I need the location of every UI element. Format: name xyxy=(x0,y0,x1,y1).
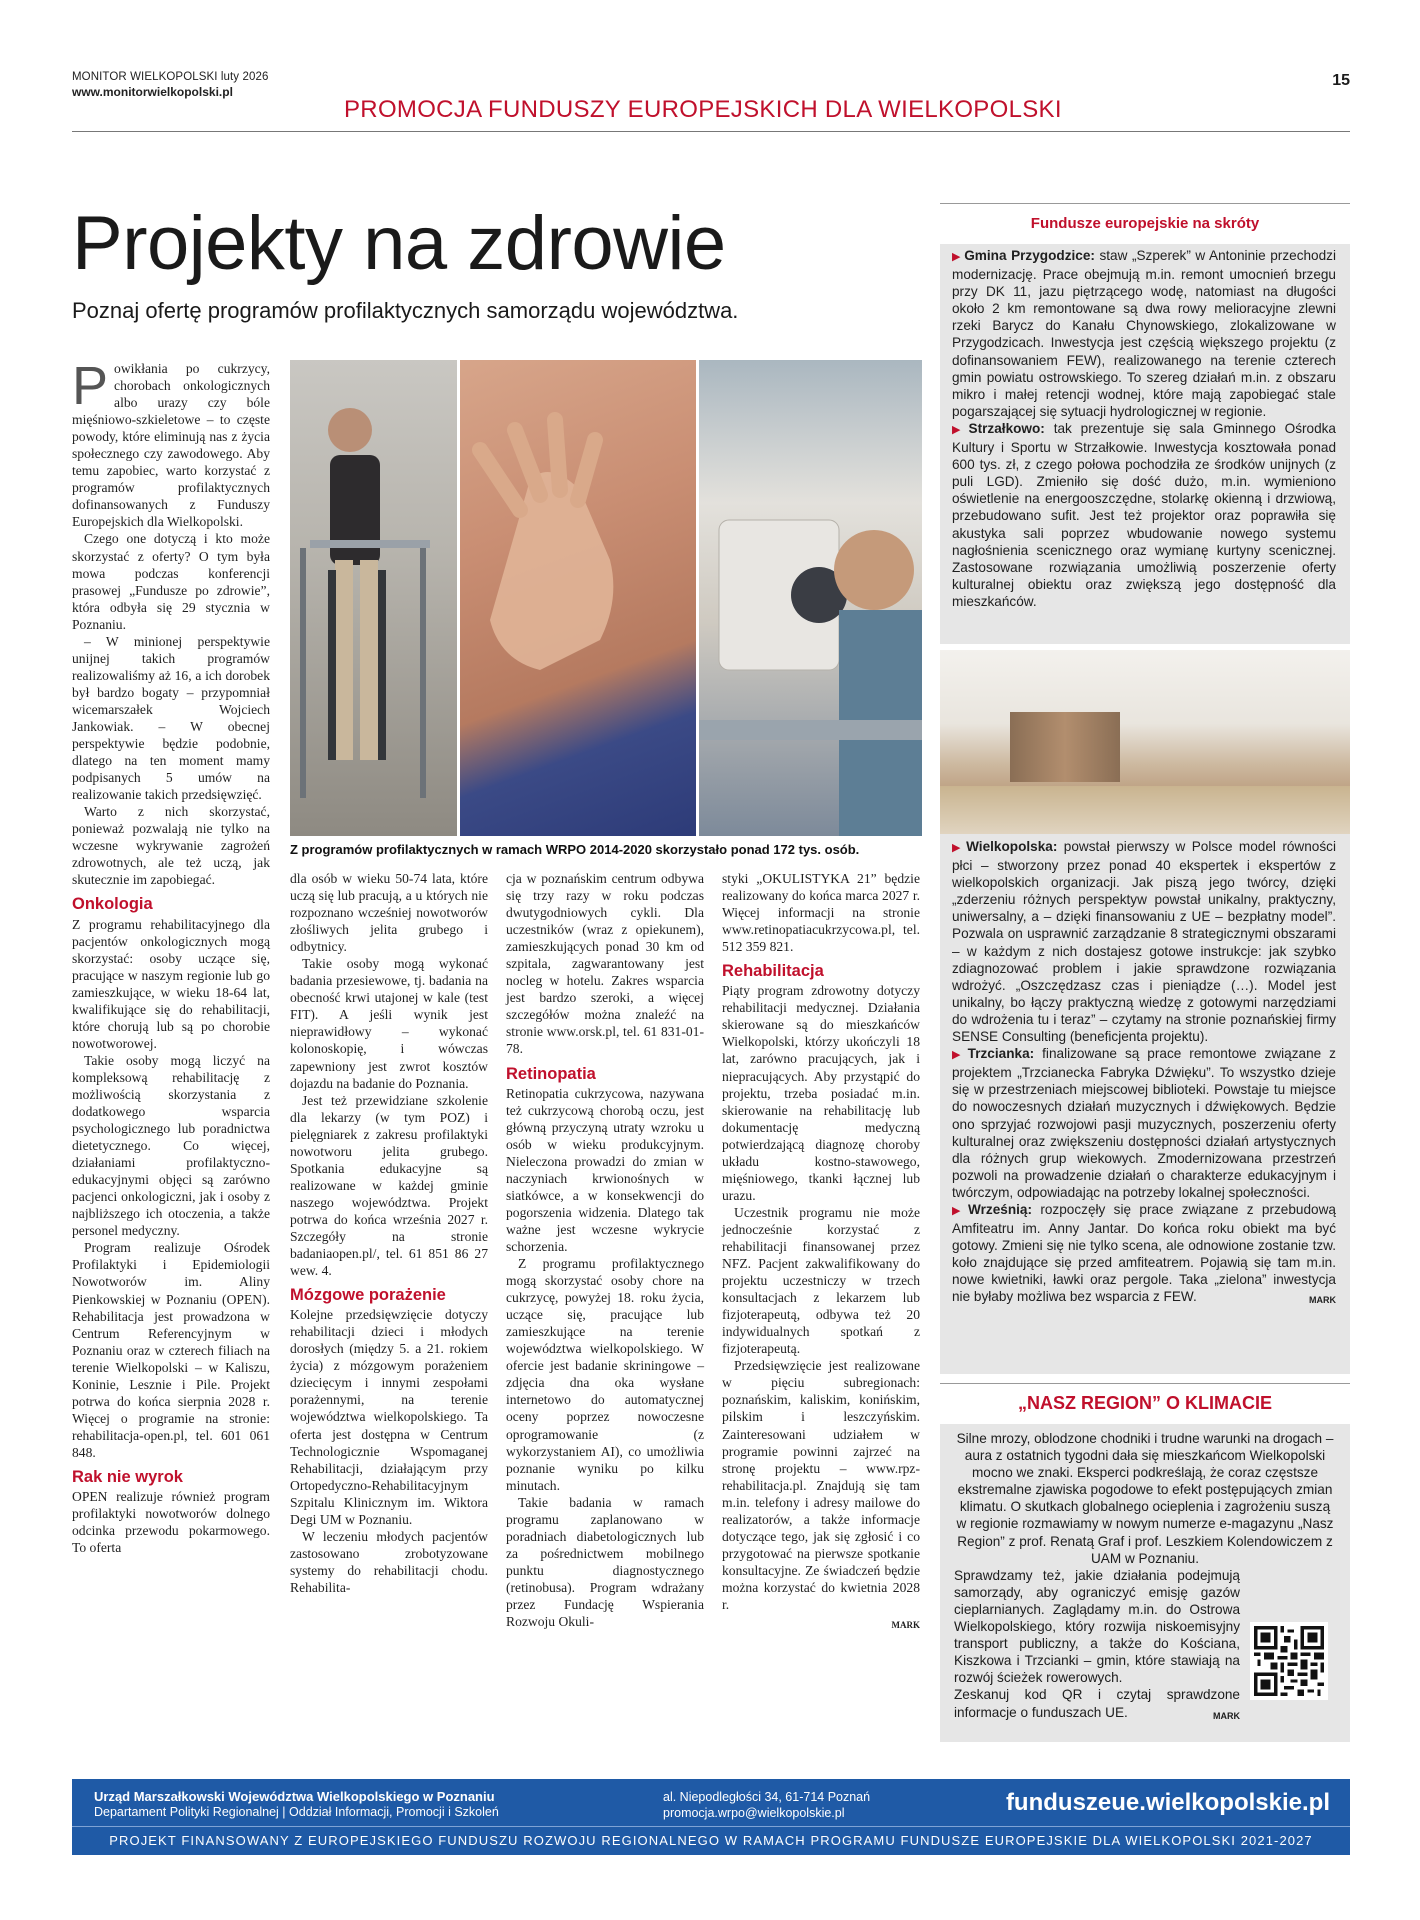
news-item-wielkopolska: ▶ Wielkopolska: powstał pierwszy w Polsce model równości płci – stworzony przez ponad 40 ekspertek i ekspertów z wielkopolskich organizacji. Jak piszą jego twórcy, dzięki „zderzeniu różnych perspektyw powstał unikalny, praktyczny, uniwersalny, a – dzięki finansowaniu z UE – bezpłatny model”. Pozwala on usprawnić zarządzanie 8 strategicznymi obszarami – w każdym z nich dostajesz gotowe instrukcje: jak szybko zdiagnozować problem i jakie sprawdzone rozwiązania wdrożyć. „Oszczędzasz czas i pieniądze (…). Model jest unikalny, bo łączy praktyczną wiedzę z gotowymi narzędziami do wdrożenia tu i teraz” – czytamy na stronie poznańskiej firmy SENSE Consulting (beneficjenta projektu). xyxy=(952,839,1336,1045)
subheading-mozgowe-porazenie: Mózgowe porażenie xyxy=(290,1286,446,1305)
triangle-bullet-icon: ▶ xyxy=(952,251,962,263)
paragraph: Program realizuje Ośrodek Profilaktyki i Epidemiologii Nowotworów im. Aliny Pienkowskiej w Poznaniu (OPEN). Rehabilitacja jest prowadzona w Centrum Referencyjnym w Poznaniu oraz w czterech filiach na terenie Wielkopolski – w Kaliszu, Koninie, Lesznie i Pile. Projekt potrwa do końca sierpnia 2028 r. Więcej o programie na stronie: rehabilitacja-open.pl, tel. 601 061 848. xyxy=(72,1240,270,1460)
section-title: PROMOCJA FUNDUSZY EUROPEJSKICH DLA WIELKOPOLSKI xyxy=(344,96,1062,123)
page-number: 15 xyxy=(1332,72,1350,89)
paragraph: Warto z nich skorzystać, ponieważ pozwalają nie tylko na wczesne wykrywanie zagrożeń zdrowotnych, ale też uczą, jak skutecznie im zapobiegać. xyxy=(72,804,270,888)
magazine-issue: MONITOR WIELKOPOLSKI luty 2026 xyxy=(72,71,269,83)
photo-credit xyxy=(276,700,288,830)
footer-contact xyxy=(663,1789,870,1821)
author-signature: MARK xyxy=(891,1620,920,1631)
paragraph: Czego one dotyczą i kto może skorzystać z oferty? O tym była mowa podczas konferencji prasowej „Fundusze po zdrowie”, która odbyła się 29 stycznia w Poznaniu. xyxy=(72,531,270,632)
paragraph: Takie osoby mogą liczyć na kompleksową rehabilitację z możliwością skorzystania z dodatkowego wsparcia psychologicznego lub poradnictwa dietetycznego. Co więcej, działaniami profilaktyczno-edukacyjnymi objęci są zarówno pacjenci onkologiczni, jak i osoby z najbliższego ich otoczenia, a także personel medyczny. xyxy=(72,1052,270,1239)
paragraph: Z programu rehabilitacyjnego dla pacjentów onkologicznych mogą skorzystać: osoby uczące się, pracujące w naszym regionie lub go zamieszkujące, w wieku 18-64 lat, kwalifikujące się do rehabilitacji, które chorują lub są po chorobie nowotworowej. xyxy=(72,916,270,1051)
news-item-wrzesnia: ▶ Wrześnią: rozpoczęły się prace związane z przebudową Amfiteatru im. Anny Jantar. Do końca roku obiekt ma być gotowy. Zmieni się nie tylko scena, ale odnowione zostanie tzw. koło znajdujące się przed amfiteatrem. Pojawią się tam m.in. nowe kwietniki, ławki oraz pergole. Taka „zielona” inwestycja nie byłaby możliwa bez wsparcia z FEW. MARK xyxy=(952,1201,1336,1306)
article-title: Projekty na zdrowie xyxy=(72,201,726,286)
stage-curtain xyxy=(1010,712,1120,782)
paragraph: Retinopatia cukrzycowa, nazywana też cukrzycową chorobą oczu, jest główną przyczyną utraty wzroku u osób w wieku produkcyjnym. Nieleczona prowadzi do zmian w naczyniach krwionośnych w siatkówce, a w konsekwencji do pogorszenia widzenia. Dlatego tak ważne jest wczesne wykrycie schorzenia. xyxy=(506,1085,704,1254)
paragraph: Takie badania w ramach programu zaplanowano w poradniach diabetologicznych lub za pośrednictwem mobilnego punktu diagnostycznego (retinobusa). Program wdrażany przez Fundację Wspierania Rozwoju Okuli- xyxy=(506,1494,704,1630)
photo-hand-on-back xyxy=(460,360,696,836)
footer-bar xyxy=(72,1779,1350,1855)
sidebar-news-box-1 xyxy=(940,244,1350,644)
photo-exoskeleton-rehabilitation xyxy=(290,360,457,836)
article-photo-collage xyxy=(290,360,922,836)
klimat-title: „NASZ REGION” O KLIMACIE xyxy=(1017,1393,1272,1413)
article-column-4 xyxy=(722,870,920,1634)
subheading-rehabilitacja: Rehabilitacja xyxy=(722,962,824,981)
klimat-box xyxy=(940,1424,1350,1742)
paragraph: – W minionej perspektywie unijnej takich programów realizowaliśmy aż 16, a ich dorobek był bardzo bogaty – przypomniał wicemarszałek Wojciech Jankowiak. – W obecnej perspektywie będzie podobnie, dlatego na ten moment mamy podpisanych 5 umów na realizowanie takich przedsięwzięć. xyxy=(72,633,270,803)
sidebar-divider xyxy=(940,203,1350,204)
paragraph: Z programu profilaktycznego mogą skorzystać osoby chore na cukrzycę, powyżej 18. roku życia, uczące się, pracujące lub zamieszkujące na terenie województwa wielkopolskiego. W ofercie jest badanie skriningowe – zdjęcia dna oka wysłane internetowo do automatycznej oceny poprzez nowoczesne oprogramowanie (z wykorzystaniem AI), co umożliwia poznanie wyniku po kilku minutach. xyxy=(506,1256,704,1493)
paragraph: Takie osoby mogą wykonać badania przesiewowe, tj. badania na obecność krwi utajonej w kale (test FIT). A jeśli wynik jest nieprawidłowy – wykonać kolonoskopię, i wówczas zapewniony jest zwrot kosztów dojazdu na badanie do Poznania. xyxy=(290,956,488,1091)
news-item-trzcianka: ▶ Trzcianka: finalizowane są prace remontowe związane z projektem „Trzcianecka Fabryka Dźwięku”. To wszystko dzieje się w przestrzeniach miejscowej biblioteki. Powstaje tu miejsce do nowoczesnych działań muzycznych i dźwiękowych. Będzie ono sprzyjać rozwojowi pasji muzycznych, poszerzeniu oferty kulturalnej oraz zwiększeniu dostępności działań artystycznych dla różnych grup wiekowych. Zmodernizowana przestrzeń pozwoli na prowadzenie działań o charakterze edukacyjnym i twórczym, odpowiadając na potrzeby lokalnej społeczności. xyxy=(952,1046,1336,1200)
header-divider xyxy=(72,131,1350,132)
footer-department: Departament Polityki Regionalnej | Oddział Informacji, Promocji i Szkoleń xyxy=(94,1805,499,1819)
article-column-1 xyxy=(72,356,270,1556)
footer-project-funding: PROJEKT FINANSOWANY Z EUROPEJSKIEGO FUNDUSZU ROZWOJU REGIONALNEGO W RAMACH PROGRAMU FUNDUSZE EUROPEJSKIE DLA WIELKOPOLSKI 2021-2027 xyxy=(109,1833,1313,1848)
subheading-rak-nie-wyrok: Rak nie wyrok xyxy=(72,1468,183,1486)
article-column-2 xyxy=(290,870,488,1596)
author-signature: MARK xyxy=(1309,1295,1336,1306)
footer-divider xyxy=(72,1826,1350,1827)
paragraph: Przedsięwzięcie jest realizowane w pięciu subregionach: poznańskim, kaliskim, konińskim, pilskim i leszczyńskim. Zainteresowani udziałem w programie powinni zajrzeć na stronę projektu – www.rpz-rehabilitacja.pl. Znajdują się tam m.in. telefony i adresy mailowe do realizatorów, a także informacje dotyczące tego, jak się zgłosić i co przygotować na pierwsze spotkanie konsultacyjne. Ze świadczeń będzie można korzystać do kwietnia 2028 r. xyxy=(722,1358,920,1612)
sidebar-news-box-2 xyxy=(940,834,1350,1374)
triangle-bullet-icon: ▶ xyxy=(952,423,966,436)
footer-address: al. Niepodległości 34, 61-714 Poznań xyxy=(663,1790,871,1804)
publication-info xyxy=(72,70,268,100)
person-figure-icon xyxy=(290,360,457,836)
article-subtitle: Poznaj ofertę programów profilaktycznych samorządu województwa. xyxy=(72,298,739,323)
klimat-paragraph: Sprawdzamy też, jakie działania podejmują samorządy, aby ograniczyć emisję gazów cieplarnianych. Zaglądamy m.in. do Ostrowa Wielkopolskiego, który rozwija niskoemisyjny transport publiczny, a także do Kościana, Kiszkowa i Trzcianki – gmin, które stawiają na rozwój ścieżek rowerowych. xyxy=(954,1567,1240,1686)
magazine-url[interactable]: www.monitorwielkopolski.pl xyxy=(72,85,233,99)
article-lead: Powikłania po cukrzycy, chorobach onkologicznych albo urazy czy bóle mięśniowo-szkieletowe – to częste powody, które eliminują nas z życia społecznego czy zawodowego. Aby temu zapobiec, warto korzystać z programów profilaktycznych dofinansowanych z Funduszy Europejskich dla Wielkopolski. xyxy=(72,356,270,530)
klimat-divider xyxy=(940,1383,1350,1384)
photo-community-hall xyxy=(940,650,1350,834)
hand-icon xyxy=(460,360,696,836)
photo-caption: Z programów profilaktycznych w ramach WRPO 2014-2020 skorzystało ponad 172 tys. osób. xyxy=(290,842,860,857)
subheading-retinopatia: Retinopatia xyxy=(506,1064,596,1083)
klimat-paragraph: Zeskanuj kod QR i czytaj sprawdzone informacje o funduszach UE. MARK xyxy=(954,1686,1336,1720)
footer-email[interactable]: promocja.wrpo@wielkopolskie.pl xyxy=(663,1806,845,1820)
news-item-strzalkowo: ▶ Strzałkowo: tak prezentuje się sala Gminnego Ośrodka Kultury i Sportu w Strzałkowie. Inwestycja kosztowała ponad 600 tys. zł, z czego połowa pochodziła ze środków unijnych (z puli LGD). Zmieniło się dość dużo, m.in. wymieniono oświetlenie na energooszczędne, stolarkę okienną i drzwiową, przebudowano sufit. Jest też projektor oraz poprawiła się akustyka sali poprzez wbudowanie nowego systemu nagłośnienia scenicznego oraz wymianę kurtyny scenicznej. Zastosowane rozwiązania umożliwią poszerzenie oferty kulturalnej obiektu oraz zwiększą jego dostępność dla mieszkańców. xyxy=(952,420,1336,609)
paragraph: dla osób w wieku 50-74 lata, które uczą się lub pracują, a u których nie rozpoznano wcześniej nowotworów złośliwych jelita grubego i odbytnicy. xyxy=(290,871,488,955)
klimat-paragraph: Silne mrozy, oblodzone chodniki i trudne warunki na drogach – aura z ostatnich tygodni dała się mieszkańcom Wielkopolski mocno we znaki. Eksperci podkreślają, że coraz częstsze ekstremalne zjawiska pogodowe to efekt postępujących zmian klimatu. O skutkach globalnego ocieplenia i zagrożeniu suszą w regionie rozmawiamy w nowym numerze e-magazynu „Nasz Region” z prof. Renatą Graf i prof. Leszkiem Kolendowiczem z UAM w Poznaniu. xyxy=(956,1431,1334,1566)
paragraph: styki „OKULISTYKA 21” będzie realizowany do końca marca 2027 r. Więcej informacji na stronie www.retinopatiacukrzycowa.pl, tel. 512 359 821. xyxy=(722,871,920,955)
news-item-przygodzice: ▶ Gmina Przygodzice: staw „Szperek” w Antoninie przechodzi modernizację. Prace obejmują m.in. remont umocnień brzegu przy DK 11, jazu piętrzącego wodę, natomiast na długości około 2 km remontowane są dwa rowy melioracyjne zlewni rzeki Barycz do Kanału Chynowskiego, zlokalizowane w Przygodzicach. Inwestycja jest częścią większego projektu (z dofinansowaniem FEW), realizowanego na terenie czterech gmin powiatu ostrowskiego. To szereg działań m.in. z obszaru mikro i małej retencji wodnej, które mają zapobiegać stale pogarszającej się sytuacji hydrologicznej w regionie. xyxy=(952,248,1336,419)
footer-organization: Urząd Marszałkowski Województwa Wielkopolskiego w Poznaniu xyxy=(94,1789,495,1804)
dropcap: P xyxy=(72,356,109,416)
article-column-3 xyxy=(506,870,704,1630)
triangle-bullet-icon: ▶ xyxy=(952,842,964,854)
paragraph: Uczestnik programu nie może jednocześnie korzystać z rehabilitacji finansowanej przez NFZ. Pacjent zakwalifikowany do projektu uczestniczy w trzech konsultacjach z lekarzem lub fizjoterapeutą, odbywa też 20 indywidualnych spotkań z fizjoterapeutą. xyxy=(722,1204,920,1357)
paragraph: W leczeniu młodych pacjentów zastosowano zrobotyzowane systemy do rehabilitacji chodu. Rehabilita- xyxy=(290,1528,488,1595)
triangle-bullet-icon: ▶ xyxy=(952,1204,966,1217)
paragraph: Kolejne przedsięwzięcie dotyczy rehabilitacji dzieci i młodych dorosłych (między 5. a 21. rokiem życia) z mózgowym porażeniem dziecięcym i innymi zespołami porażennymi, na terenie województwa wielkopolskiego. Ta oferta jest dostępna w Centrum Technologicznie Wspomaganej Rehabilitacji, działającym przy Ortopedyczno-Rehabilitacyjnym Szpitalu Klinicznym im. Wiktora Degi UM w Poznaniu. xyxy=(290,1307,488,1527)
paragraph: Piąty program zdrowotny dotyczy rehabilitacji medycznej. Działania skierowane są do mieszkańców Wielkopolski, którzy ukończyli 18 lat, zarówno pracujących, jak i niepracujących. Aby przystąpić do projektu, trzeba posiadać m.in. skierowanie na rehabilitację lub dokumentację medyczną potwierdzającą diagnozę choroby układu kostno-stawowego, mięśniowego, tkanki łącznej lub urazu. xyxy=(722,983,920,1203)
subheading-onkologia: Onkologia xyxy=(72,895,153,914)
retina-camera-icon xyxy=(699,360,922,836)
sidebar-title: Fundusze europejskie na skróty xyxy=(1030,215,1260,232)
paragraph: cja w poznańskim centrum odbywa się trzy razy w roku podczas dwutygodniowych cykli. Dla uczestników (wraz z opiekunem), zamieszkujących ponad 30 km od szpitala, zagwarantowany jest nocleg w hotelu. Zakres wsparcia jest bardzo szeroki, a więcej szczegółów można znaleźć na stronie www.orsk.pl, tel. 61 831-01-78. xyxy=(506,871,704,1057)
qr-code-icon[interactable] xyxy=(1250,1622,1328,1700)
paragraph: Jest też przewidziane szkolenie dla lekarzy (w tym POZ) i pielęgniarek z zakresu profilaktyki nowotworu jelita grubego. Spotkania edukacyjne są realizowane w każdej gminie naszego województwa. Projekt potrwa do końca września 2027 r. Szczegóły na stronie badaniaopen.pl/, tel. 61 851 86 27 wew. 4. xyxy=(290,1092,488,1279)
footer-website-link[interactable]: funduszeue.wielkopolskie.pl xyxy=(1005,1789,1330,1816)
paragraph: OPEN realizuje również program profilaktyki nowotworów dolnego odcinka przewodu pokarmowego. To oferta xyxy=(72,1489,270,1556)
triangle-bullet-icon: ▶ xyxy=(952,1049,965,1062)
author-signature: MARK xyxy=(1213,1710,1240,1721)
hall-floor xyxy=(940,786,1350,834)
photo-eye-examination xyxy=(699,360,922,836)
